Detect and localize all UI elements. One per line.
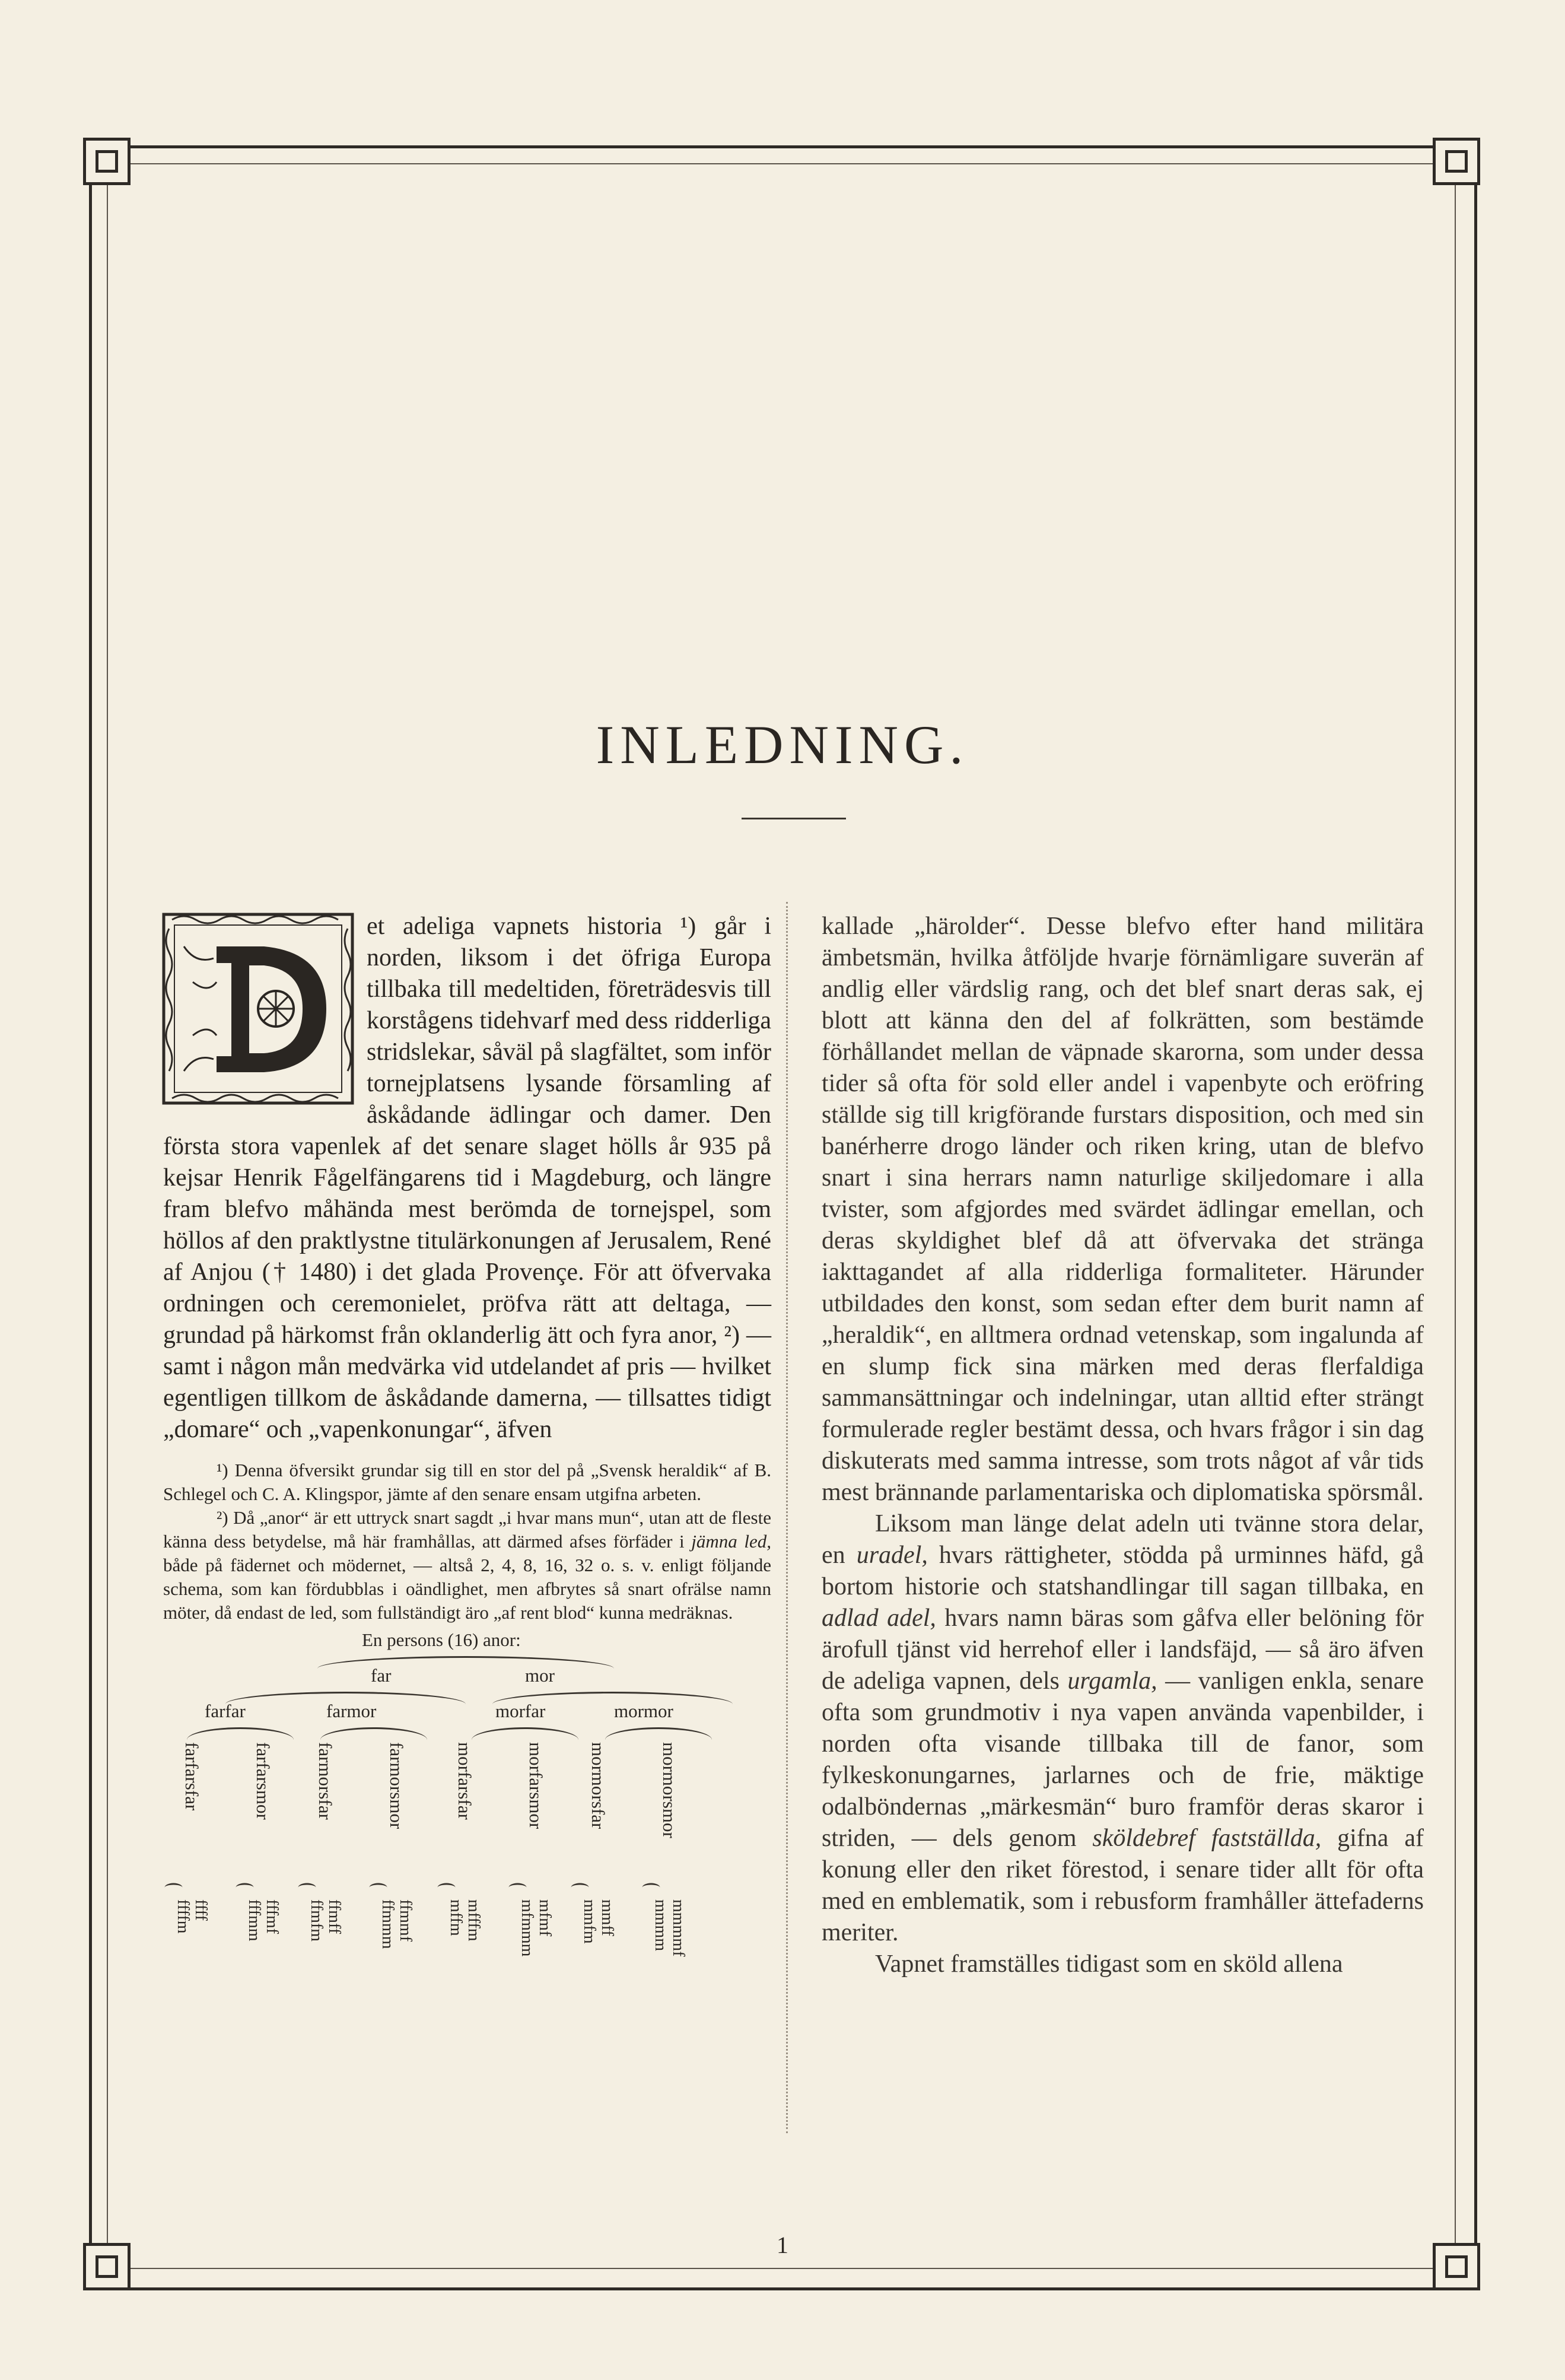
body-paragraph: Vapnet framställes tidigast som en sköld allena: [875, 1950, 1343, 1978]
body-paragraph: et adeliga vapnets historia ¹) går i norden, liksom i det öfriga Europa tillbaka till medeltiden, företrädesvis till korstågens tidehvarf med dess ridderliga stridslekar, såväl på slagfältet, som inför tornejplatsens lysande församling af åskådande ädlingar och damer. Den första stora vapenlek af det senare slaget hölls år 935 på kejsar Henrik Fågelfängarens tid i Magdeburg, och längre fram blefvo måhända mest berömda de tornejspel, som höllos af den praktlystne titulärkonungen af Jerusalem, René af Anjou († 1480) i det glada Provençe. För att öfvervaka ordningen och ceremonielet, pröfva rätt att deltaga, — grundad på härkomst från oklanderlig ätt och fyra anor, ²) — samt i någon mån medvärka vid utdelandet af pris — hvilket egentligen tillkom de åskådande damerna, — tillsattes tidigt „domare“ och „vapenkonungar“, äfven: [163, 913, 771, 1443]
schema-level1: far: [371, 1665, 392, 1686]
schema-brace: [438, 1883, 456, 1892]
ornamental-initial-d-icon: [160, 911, 356, 1107]
schema-brace: [236, 1883, 254, 1892]
emphasis: adlad adel,: [822, 1604, 936, 1632]
body-paragraph: kallade „härolder“. Desse blefvo efter hand militära ämbetsmän, hvilka åtföljde hvarje förnämligare suverän af andlig eller värdslig rang, och det blef snart deras sak, ej blott att känna den del af folkrätten, som bestämde förhållandet mellan de väpnade skarorna, som under dessa tider så ofta för sold eller andel i vapenbyte och eröfring ställde sig till krigförande furstars disposition, och med sin banérherre drogo länder och riken kring, utan de blefvo snart i sina herrars namn naturlige skiljedomare i alla tvister, som afgjordes med svärdet ädlingar emellan, och deras skyldighet blef då att öfvervaka det stränga iakttagandet af alla ridderliga formaliteter. Härunder utbildades den konst, som sedan efter dem burit namn af „heraldik“, en alltmera ordnad vetenskap, som ingalunda af en slump fick sina märken med deras flerfaldiga sammansättningar och indelningar, utan alltid efter strängt formulerade regler bestämt dessa, och hvars frågor i sin dag diskuterats med samma intresse, som trots något af vår tids mest brännande parlamentariska och diplomatiska spörsmål.: [822, 913, 1424, 1506]
schema-brace: [509, 1883, 527, 1892]
schema-level3: farfarsmor: [253, 1742, 273, 1820]
emphasis: sköldebref fastställda,: [1092, 1825, 1322, 1852]
schema-brace: [320, 1727, 427, 1740]
paragraph-text: hvars rättigheter, stödda på urminnes häfd, gå bortom historie och statshandlingar till sagan tillbaka, en: [822, 1542, 1424, 1600]
schema-code: ffmff: [325, 1899, 343, 1934]
schema-code: mfmf: [536, 1899, 554, 1937]
schema-code: ffmfm: [307, 1899, 326, 1942]
footnotes: [163, 1458, 771, 1625]
paragraph-text: — vanligen enkla, senare ofta som grundmotiv i nya vapen använda vapenbilder, i norden ofta visande tillbaka till de fanor, som fylkeskonungarnes, jarlarnes och de frie, mäktige odalböndernas „märkesmän“ buro framför deras skaror i striden, — dels genom: [822, 1667, 1424, 1852]
paragraph-text: gifna af konung eller den riket förestod, i senare tider allt för ofta med en emblematik, som i rebusform framhåller ättefaderns meriter.: [822, 1825, 1424, 1946]
decorated-initial: [160, 911, 356, 1107]
paragraph-text: hvars namn bäras som gåfva eller belöning för ärofull tjänst vid herrehof eller i landsfäjd, — så äro äfven de adeliga vapnen, dels: [822, 1604, 1424, 1695]
schema-code: ffmmf: [396, 1899, 415, 1942]
schema-level2: farfar: [205, 1701, 246, 1721]
schema-level3: mormorsmor: [659, 1742, 680, 1838]
emphasis: uradel,: [856, 1542, 928, 1569]
schema-brace: [642, 1883, 660, 1892]
schema-brace: [187, 1727, 294, 1740]
schema-code: fffmf: [263, 1899, 281, 1934]
footnote-emphasis: jämna led,: [691, 1531, 771, 1552]
schema-code: ffmmm: [378, 1899, 397, 1949]
page-number: 1: [777, 2232, 788, 2258]
schema-code: mfffm: [465, 1899, 483, 1942]
schema-brace: [571, 1883, 589, 1892]
column-divider: [786, 902, 794, 2133]
schema-level3: farmorsmor: [386, 1742, 407, 1829]
footnote: ¹) Denna öfversikt grundar sig till en stor del på „Svensk heraldik“ af B. Schlegel och C. A. Klingspor, jämte af den senare ensam utgifna arbeten.: [163, 1460, 771, 1504]
schema-level1: mor: [525, 1665, 555, 1686]
emphasis: urgamla,: [1067, 1667, 1157, 1695]
body-paragraph: [822, 1508, 1424, 1949]
footnote-text: både på fädernet och mödernet, — altså 2, 4, 8, 16, 32 o. s. v. enligt följande schema, som kan fördubblas i oändlighet, men afbrytes så snart ofrälse namn möter, då endast de led, som fullständigt äro „af rent blod“ kunna medräknas.: [163, 1555, 771, 1623]
title-rule: [742, 818, 846, 819]
frame-corner-ornament: [1433, 138, 1480, 185]
schema-brace: [605, 1727, 712, 1740]
ancestry-schema: [163, 1629, 771, 1985]
schema-brace: [370, 1883, 387, 1892]
schema-code: mfmmm: [518, 1899, 536, 1957]
schema-level3: mormorsfar: [588, 1742, 609, 1829]
schema-brace: [298, 1883, 316, 1892]
schema-heading: En persons (16) anor:: [362, 1629, 521, 1650]
schema-level2: morfar: [495, 1701, 546, 1721]
schema-brace: [165, 1883, 183, 1892]
schema-code: mmmm: [651, 1899, 670, 1952]
paragraph-text: Liksom man länge delat adeln uti tvänne stora delar, en: [822, 1510, 1424, 1569]
schema-code: ffffm: [174, 1899, 192, 1934]
footnote-text: ²) Då „anor“ är ett uttryck snart sagdt „i hvar mans mun“, utan att de fleste känna dess betydelse, må här framhållas, att därmed afses förfäder i: [163, 1507, 771, 1552]
schema-code: mmmmf: [669, 1899, 688, 1957]
schema-level3: farmorsfar: [315, 1742, 336, 1820]
schema-level2: farmor: [326, 1701, 377, 1721]
schema-code: mffm: [447, 1899, 465, 1936]
schema-level3: morfarsfar: [454, 1742, 475, 1820]
left-column: [163, 911, 771, 1985]
page-title: INLEDNING.: [596, 714, 969, 775]
schema-brace: [317, 1656, 614, 1669]
schema-brace: [472, 1727, 578, 1740]
schema-code: ffff: [192, 1899, 210, 1921]
schema-code: fffmm: [245, 1899, 263, 1942]
schema-code: mmfm: [580, 1899, 599, 1944]
schema-level3: farfarsfar: [182, 1742, 202, 1811]
footnote: [163, 1506, 771, 1625]
schema-level3: morfarsmor: [526, 1742, 546, 1829]
schema-code: mmff: [598, 1899, 616, 1936]
frame-corner-ornament: [83, 138, 131, 185]
right-column: [822, 911, 1424, 1980]
schema-level2: mormor: [614, 1701, 673, 1721]
